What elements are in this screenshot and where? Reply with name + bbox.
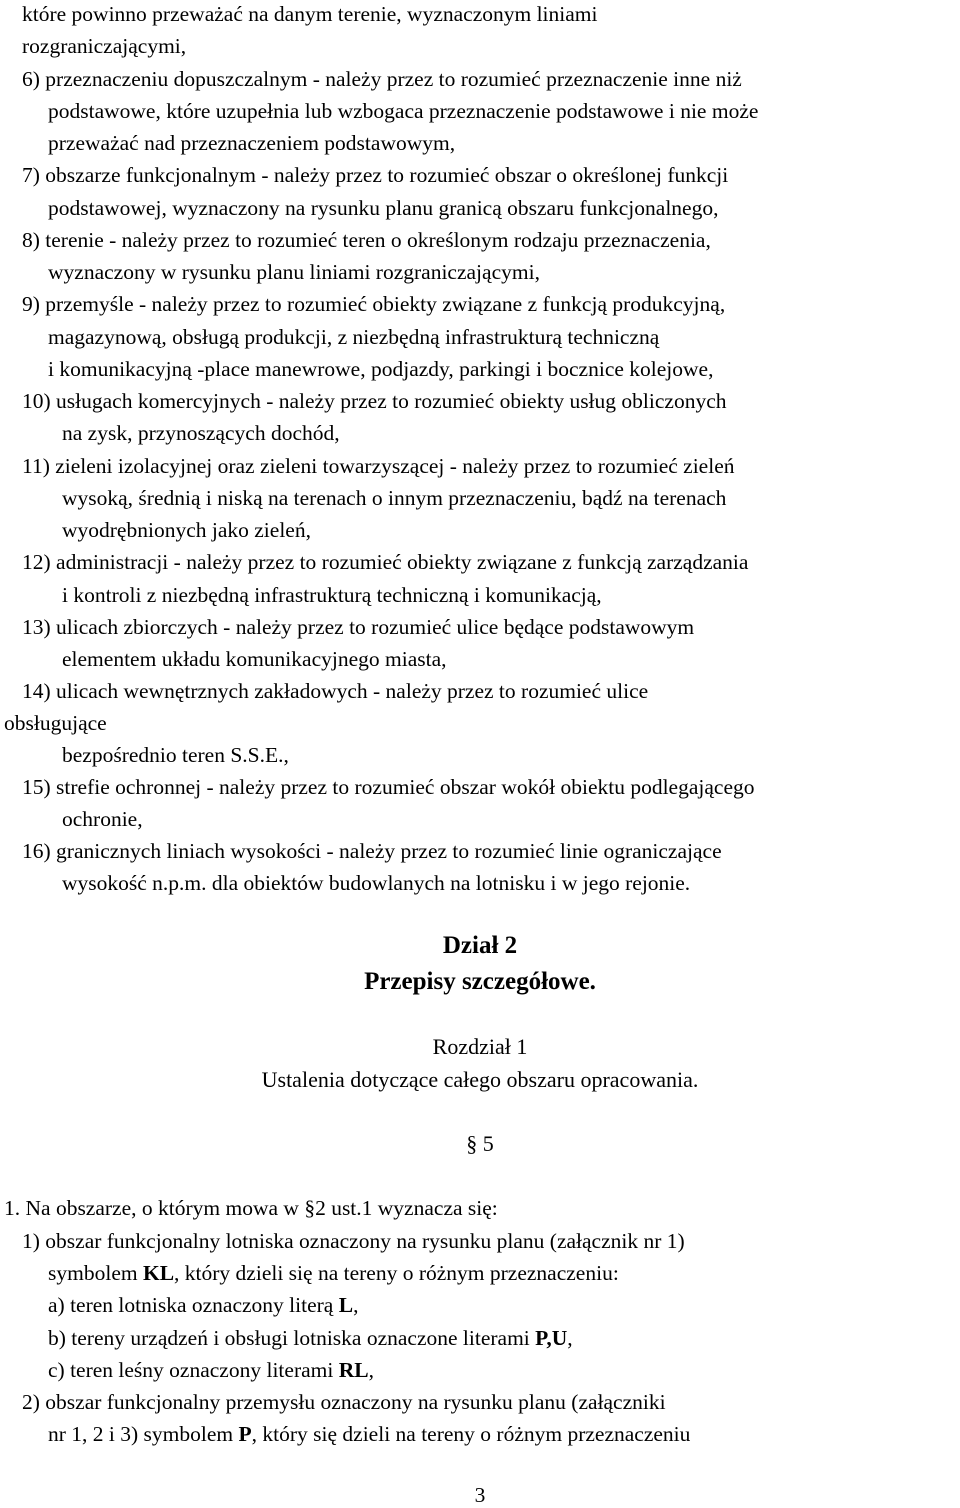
page-number: 3: [474, 1483, 486, 1507]
text-line: na zysk, przynoszących dochód,: [62, 421, 340, 445]
chapter-heading: Rozdział 1: [432, 1034, 528, 1059]
text-run: , który się dzieli na tereny o różnym przeznaczeniu: [251, 1422, 691, 1446]
body-line: [48, 1325, 573, 1351]
symbol-bold: L: [338, 1293, 354, 1317]
body-line: [48, 1292, 358, 1318]
paragraph-number: § 5: [466, 1131, 494, 1156]
text-run: nr 1, 2 i 3) symbolem: [48, 1422, 239, 1446]
text-run: b) tereny urządzeń i obsługi lotniska oznaczone literami: [48, 1326, 536, 1350]
body-line: 1) obszar funkcjonalny lotniska oznaczony na rysunku planu (załącznik nr 1): [22, 1229, 685, 1253]
text-run: symbolem: [48, 1261, 143, 1285]
definition-item: 9) przemyśle - należy przez to rozumieć obiekty związane z funkcją produkcyjną,: [22, 292, 726, 316]
definition-item: 12) administracji - należy przez to rozumieć obiekty związane z funkcją zarządzania: [22, 550, 749, 574]
text-line: bezpośrednio teren S.S.E.,: [62, 743, 289, 767]
text-line: magazynową, obsługą produkcji, z niezbędną infrastrukturą techniczną: [48, 325, 660, 349]
chapter-title: Ustalenia dotyczące całego obszaru opracowania.: [261, 1067, 699, 1092]
definition-item: 14) ulicach wewnętrznych zakładowych - należy przez to rozumieć ulice: [22, 679, 649, 703]
symbol-bold: RL: [338, 1358, 369, 1382]
text-line: wysokość n.p.m. dla obiektów budowlanych na lotnisku i w jego rejonie.: [62, 871, 691, 895]
text-run: ,: [567, 1326, 573, 1350]
section-heading: Dział 2: [442, 932, 518, 959]
body-line: [48, 1260, 619, 1286]
text-line: i kontroli z niezbędną infrastrukturą techniczną i komunikacją,: [62, 583, 602, 607]
body-line: 2) obszar funkcjonalny przemysłu oznaczony na rysunku planu (załączniki: [22, 1390, 666, 1414]
text-run: a) teren lotniska oznaczony literą: [48, 1293, 339, 1317]
definition-item: 13) ulicach zbiorczych - należy przez to rozumieć ulice będące podstawowym: [22, 615, 695, 639]
symbol-bold: P,U: [535, 1326, 568, 1350]
text-line: przeważać nad przeznaczeniem podstawowym,: [48, 131, 456, 155]
symbol-bold: P: [238, 1422, 252, 1446]
text-line: wysoką, średnią i niską na terenach o innym przeznaczeniu, bądź na terenach: [62, 486, 727, 510]
text-line: wyznaczony w rysunku planu liniami rozgraniczającymi,: [48, 260, 540, 284]
text-run: c) teren leśny oznaczony literami: [48, 1358, 339, 1382]
text-line: i komunikacyjną -place manewrowe, podjazdy, parkingi i bocznice kolejowe,: [48, 357, 714, 381]
definition-item: 6) przeznaczeniu dopuszczalnym - należy przez to rozumieć przeznaczenie inne niż: [22, 67, 742, 91]
text-run: ,: [368, 1358, 374, 1382]
symbol-bold: KL: [142, 1261, 175, 1285]
definition-item: 7) obszarze funkcjonalnym - należy przez to rozumieć obszar o określonej funkcji: [22, 163, 729, 187]
definition-item: 10) usługach komercyjnych - należy przez to rozumieć obiekty usług obliczonych: [22, 389, 727, 413]
definition-item: 15) strefie ochronnej - należy przez to rozumieć obszar wokół obiektu podlegającego: [22, 775, 755, 799]
body-line: [48, 1421, 690, 1447]
section-title: Przepisy szczegółowe.: [364, 968, 596, 995]
text-run: , który dzieli się na tereny o różnym przeznaczeniu:: [174, 1261, 619, 1285]
text-line: elementem układu komunikacyjnego miasta,: [62, 647, 447, 671]
text-line: podstawowej, wyznaczony na rysunku planu granicą obszaru funkcjonalnego,: [48, 196, 719, 220]
definition-item: 16) granicznych liniach wysokości - należy przez to rozumieć linie ograniczające: [22, 839, 722, 863]
definition-item: 8) terenie - należy przez to rozumieć teren o określonym rodzaju przeznaczenia,: [22, 228, 711, 252]
text-run: ,: [353, 1293, 359, 1317]
text-line: które powinno przeważać na danym terenie, wyznaczonym liniami: [22, 2, 598, 26]
text-line: obsługujące: [4, 711, 107, 735]
body-line: 1. Na obszarze, o którym mowa w §2 ust.1 wyznacza się:: [4, 1196, 498, 1220]
text-line: podstawowe, które uzupełnia lub wzbogaca przeznaczenie podstawowe i nie może: [48, 99, 759, 123]
body-line: [48, 1357, 374, 1383]
definition-item: 11) zieleni izolacyjnej oraz zieleni towarzyszącej - należy przez to rozumieć zieleń: [22, 454, 735, 478]
text-line: wyodrębnionych jako zieleń,: [62, 518, 311, 542]
text-line: ochronie,: [62, 807, 143, 831]
text-line: rozgraniczającymi,: [22, 34, 187, 58]
